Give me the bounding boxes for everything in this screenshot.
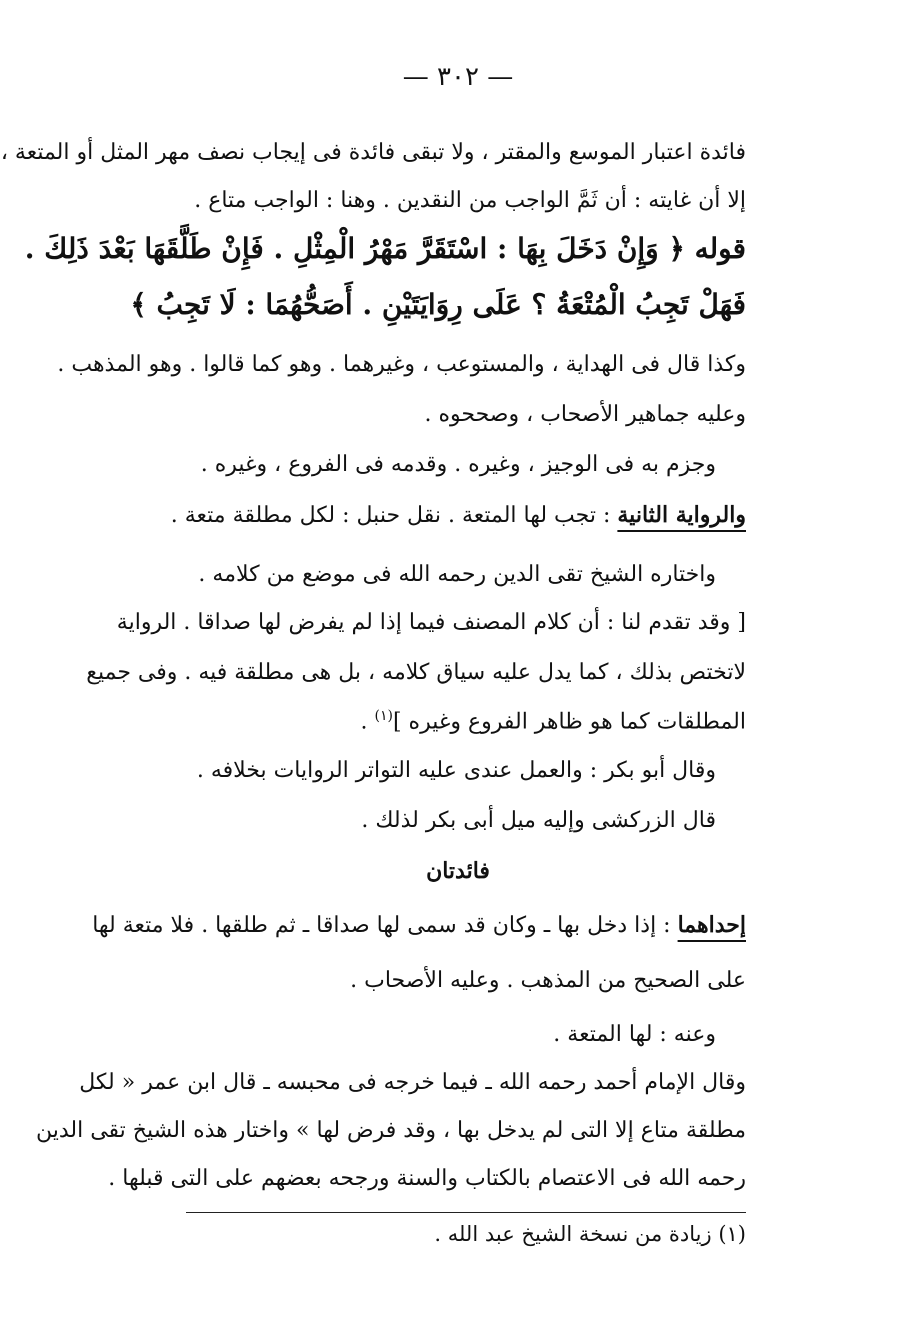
text-line: فائدة اعتبار الموسع والمقتر ، ولا تبقى فائدة فى إيجاب نصف مهر المثل أو المتعة ، bbox=[0, 140, 746, 165]
text-line: رحمه الله فى الاعتصام بالكتاب والسنة ورجحه بعضهم على التى قبلها . bbox=[108, 1166, 746, 1191]
text-line: المطلقات كما هو ظاهر الفروع وغيره ]$^{(١)}$ . bbox=[360, 708, 746, 735]
ihdahuma-lead: إحداهما bbox=[677, 912, 746, 938]
ihdahuma-rest: : إذا دخل بها ـ وكان قد سمى لها صداقا ـ ثم طلقها . فلا متعة لها bbox=[92, 913, 671, 938]
section-heading: فائدتان bbox=[426, 858, 490, 884]
footnote-divider bbox=[186, 1212, 746, 1213]
riwaya-lead: والرواية الثانية bbox=[617, 502, 746, 528]
text-line: على الصحيح من المذهب . وعليه الأصحاب . bbox=[350, 968, 746, 993]
text-line: مطلقة متاع إلا التى لم يدخل بها ، وقد فرض لها » واختار هذه الشيخ تقى الدين bbox=[35, 1118, 746, 1143]
text-span: المطلقات كما هو ظاهر الفروع وغيره ] bbox=[392, 709, 746, 735]
ihdahuma-line bbox=[92, 912, 746, 939]
text-line: وعليه جماهير الأصحاب ، وصححوه . bbox=[424, 402, 746, 427]
text-line: قال الزركشى وإليه ميل أبى بكر لذلك . bbox=[361, 808, 716, 833]
text-line: واختاره الشيخ تقى الدين رحمه الله فى موضع من كلامه . bbox=[198, 562, 716, 587]
text-line: وقال الإمام أحمد رحمه الله ـ فيما خرجه فى محبسه ـ قال ابن عمر « لكل bbox=[79, 1070, 746, 1095]
quran-verse-line: فَهَلْ تَجِبُ الْمُتْعَةُ ؟ عَلَى رِوَايَتَيْنِ . أَصَحُّهُمَا : لَا تَجِبُ ﴾ bbox=[130, 288, 746, 321]
text-line: وقال أبو بكر : والعمل عندى عليه التواتر الروايات بخلافه . bbox=[196, 758, 716, 783]
page-number: — ٣٠٢ — bbox=[402, 62, 514, 92]
quran-verse-line: قوله ﴿ وَإِنْ دَخَلَ بِهَا : اسْتَقَرَّ مَهْرُ الْمِثْلِ . فَإِنْ طَلَّقَهَا بَعْدَ ذَلِكَ . bbox=[24, 232, 746, 265]
text-line: [ وقد تقدم لنا : أن كلام المصنف فيما إذا لم يفرض لها صداقا . الرواية bbox=[116, 610, 746, 635]
text-line: إلا أن غايته : أن ثَمَّ الواجب من النقدين . وهنا : الواجب متاع . bbox=[194, 188, 746, 213]
footnote: (١) زيادة من نسخة الشيخ عبد الله . bbox=[434, 1222, 746, 1246]
text-line: لاتختص بذلك ، كما يدل عليه سياق كلامه ، بل هى مطلقة فيه . وفى جميع bbox=[86, 660, 746, 685]
text-line: وجزم به فى الوجيز ، وغيره . وقدمه فى الفروع ، وغيره . bbox=[200, 452, 716, 477]
riwaya-line bbox=[100, 502, 746, 529]
text-line: وعنه : لها المتعة . bbox=[553, 1022, 716, 1047]
text-line: وكذا قال فى الهداية ، والمستوعب ، وغيرهما . وهو كما قالوا . وهو المذهب . bbox=[57, 352, 746, 377]
footnote-marker: (١) bbox=[374, 708, 393, 724]
riwaya-rest: : تجب لها المتعة . نقل حنبل : لكل مطلقة متعة . bbox=[170, 503, 611, 528]
